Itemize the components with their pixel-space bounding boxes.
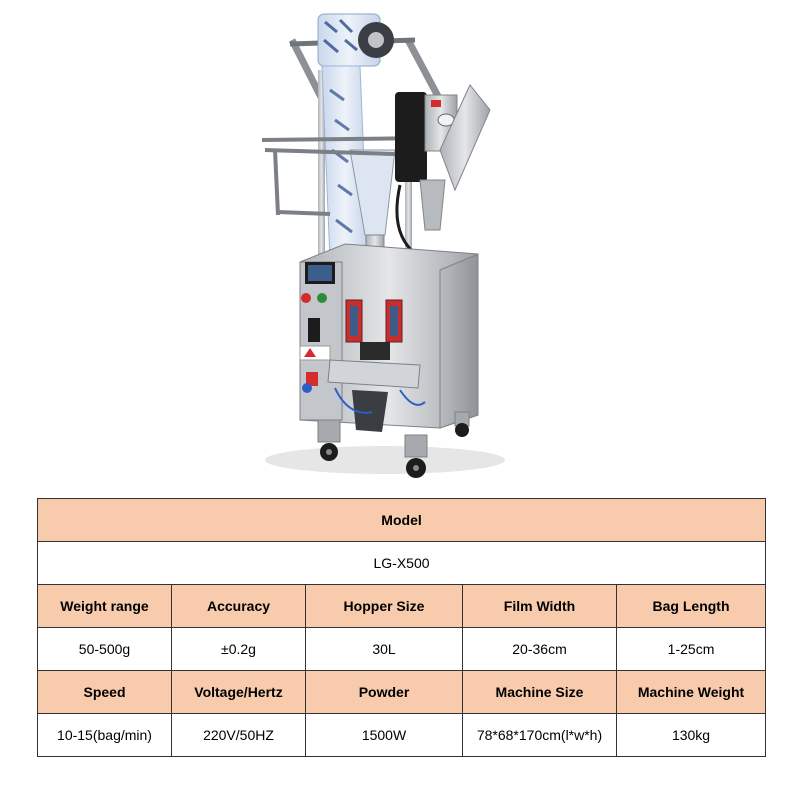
- spec-header-cell: Bag Length: [617, 585, 766, 628]
- model-value: LG-X500: [38, 542, 766, 585]
- spec-header-cell: Film Width: [463, 585, 617, 628]
- spec-value-cell: 1500W: [306, 714, 463, 757]
- spec-value-cell: 78*68*170cm(l*w*h): [463, 714, 617, 757]
- model-label: Model: [38, 499, 766, 542]
- spec-header-row: [38, 585, 766, 628]
- spec-header-cell: Powder: [306, 671, 463, 714]
- floor-shadow: [265, 446, 505, 474]
- model-value-row: [38, 542, 766, 585]
- spec-header-cell: Accuracy: [172, 585, 306, 628]
- spec-value-cell: 20-36cm: [463, 628, 617, 671]
- spec-header-cell: Machine Size: [463, 671, 617, 714]
- spec-value-cell: 130kg: [617, 714, 766, 757]
- spec-value-row: [38, 628, 766, 671]
- spec-header-cell: Voltage/Hertz: [172, 671, 306, 714]
- film-roll: [318, 14, 394, 66]
- model-header-row: [38, 499, 766, 542]
- spec-value-cell: 10-15(bag/min): [38, 714, 172, 757]
- spec-header-cell: Machine Weight: [617, 671, 766, 714]
- spec-value-cell: 1-25cm: [617, 628, 766, 671]
- spec-value-cell: 220V/50HZ: [172, 714, 306, 757]
- spec-header-cell: Weight range: [38, 585, 172, 628]
- spec-value-row: [38, 714, 766, 757]
- spec-table: [37, 498, 766, 757]
- spec-header-cell: Speed: [38, 671, 172, 714]
- spec-value-cell: ±0.2g: [172, 628, 306, 671]
- spec-header-row: [38, 671, 766, 714]
- spec-value-cell: 50-500g: [38, 628, 172, 671]
- spec-value-cell: 30L: [306, 628, 463, 671]
- spec-header-cell: Hopper Size: [306, 585, 463, 628]
